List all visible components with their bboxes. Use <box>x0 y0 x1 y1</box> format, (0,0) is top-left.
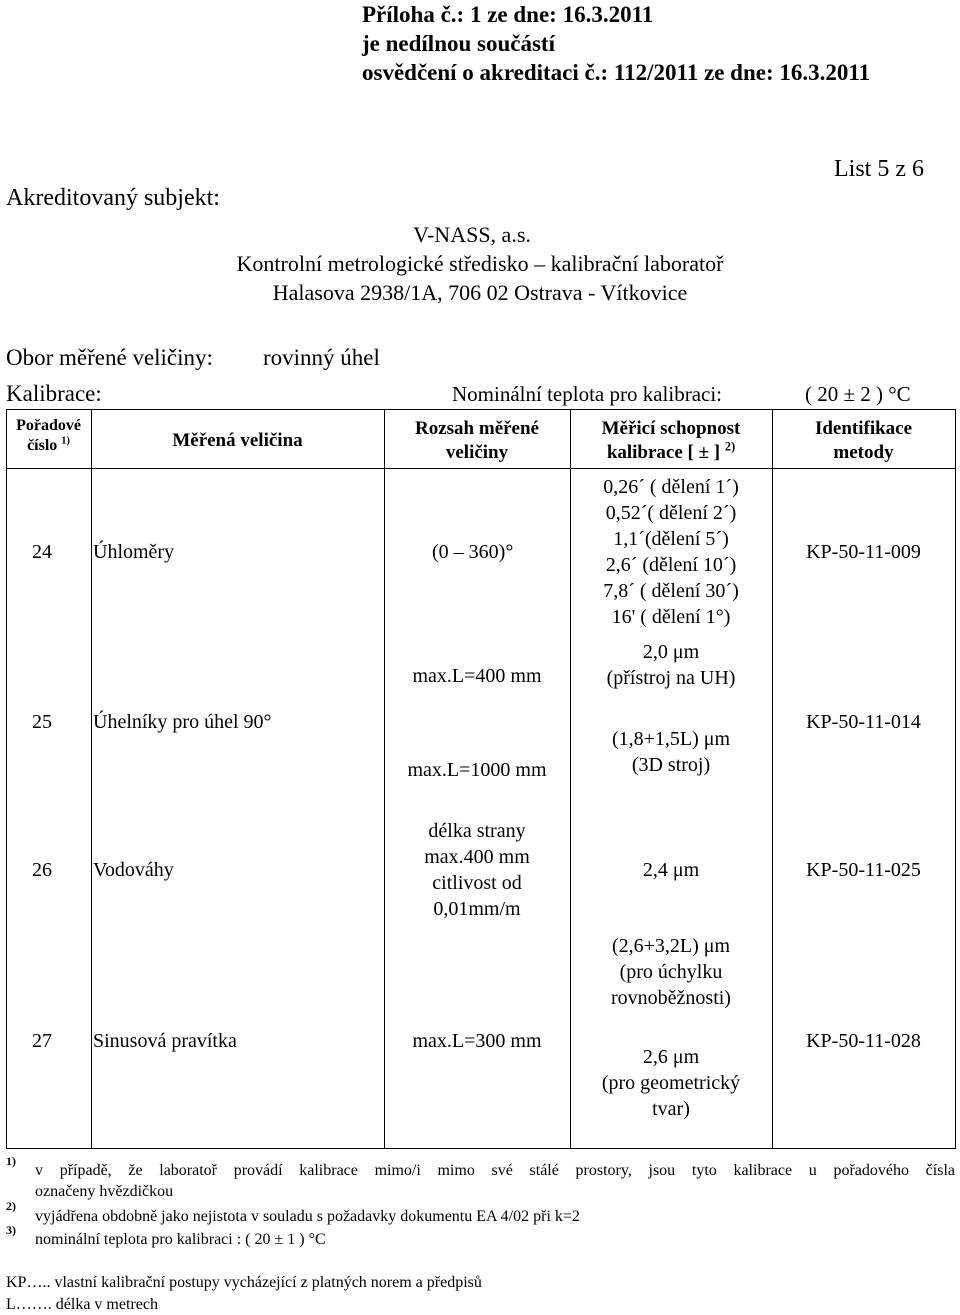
footnote-mark: 3) <box>6 1223 16 1237</box>
header-order-l1: Pořadové <box>16 417 81 434</box>
row-method: KP-50-11-025 <box>806 859 921 881</box>
capability-line: (přístroj na UH) <box>606 667 736 689</box>
row-method: KP-50-11-009 <box>806 541 921 563</box>
lab-unit: Kontrolní metrologické středisko – kalibrační laboratoř <box>236 251 724 276</box>
header-capability-l1: Měřicí schopnost <box>601 418 741 439</box>
row-range <box>384 818 570 922</box>
header-range-l1: Rozsah měřené <box>415 418 539 439</box>
capability-line: (pro geometrický <box>601 1072 741 1094</box>
row-name: Úhelníky pro úhel 90° <box>93 711 272 733</box>
header-method <box>772 417 955 465</box>
capability-line: 1,1´(dělení 5´) <box>613 528 729 550</box>
nominal-temp-value: ( 20 ± 2 ) °C <box>805 382 911 406</box>
row-capability <box>570 639 772 691</box>
header-range <box>384 417 570 465</box>
quantity-label: Obor měřené veličiny: <box>6 345 213 370</box>
capability-line: (1,8+1,5L) μm <box>611 728 731 750</box>
range-line: délka strany <box>428 820 526 842</box>
header-method-l2: metody <box>833 442 894 463</box>
row-range: max.L=300 mm <box>412 1030 542 1052</box>
capability-line: 2,0 μm <box>642 641 700 663</box>
header-capability <box>570 417 772 465</box>
quantity-value: rovinný úhel <box>263 345 380 370</box>
col-line-1 <box>91 409 92 1149</box>
range-line: max.400 mm <box>424 846 530 868</box>
capability-line: (3D stroj) <box>631 754 711 776</box>
header-measured: Měřená veličina <box>172 430 303 451</box>
calibration-label: Kalibrace: <box>6 381 102 406</box>
capability-line: 2,6 μm <box>642 1046 700 1068</box>
row-method: KP-50-11-028 <box>806 1030 921 1052</box>
subject-label: Akreditovaný subjekt: <box>6 185 220 211</box>
header-order-l2: číslo $^{1)}$ <box>27 435 70 454</box>
row-range: (0 – 360)° <box>432 541 514 563</box>
row-capability <box>570 933 772 1011</box>
footnote-text: nominální teplota pro kalibraci : ( 20 ± 1 ) °C <box>35 1231 326 1248</box>
lab-name: V-NASS, a.s. <box>413 222 531 247</box>
header-method-l1: Identifikace <box>814 418 913 439</box>
row-method: KP-50-11-014 <box>806 711 921 733</box>
row-capability-2 <box>570 726 772 778</box>
row-number: 24 <box>32 541 52 563</box>
footnote-ref-2: 2) <box>724 439 736 454</box>
footnote-mark: 2) <box>6 1199 16 1213</box>
capability-line: 0,52´( dělení 2´) <box>605 502 737 524</box>
header-range-l2: veličiny <box>445 442 509 463</box>
capability-line: (pro úchylku <box>619 961 723 983</box>
capability-line: 0,26´ ( dělení 1´) <box>603 476 739 498</box>
col-line-5 <box>955 409 956 1149</box>
row-name: Vodováhy <box>93 859 174 881</box>
footnote-text: vyjádřena obdobně jako nejistota v souladu s požadavky dokumentu EA 4/02 při k=2 <box>35 1208 580 1225</box>
capability-line: 16' ( dělení 1°) <box>611 606 731 628</box>
row-capability <box>570 474 772 630</box>
row-range-line: max.L=1000 mm <box>407 759 547 781</box>
col-line-0 <box>6 409 7 1149</box>
footnote-ref-1: 1) <box>61 435 70 447</box>
footnote-text-cont: označeny hvězdičkou <box>35 1183 174 1200</box>
row-number: 25 <box>32 711 52 733</box>
lab-address: Halasova 2938/1A, 706 02 Ostrava - Vítkovice <box>272 280 688 305</box>
annex-line-1: Příloha č.: 1 ze dne: 16.3.2011 <box>362 2 654 27</box>
abbreviation-kp: KP….. vlastní kalibrační postupy vycházející z platných norem a předpisů <box>6 1274 482 1291</box>
row-capability-2 <box>570 1044 772 1122</box>
capability-line: 2,6´ (dělení 10´) <box>605 554 737 576</box>
abbreviation-l: L……. délka v metrech <box>6 1296 158 1313</box>
row-name: Úhloměry <box>93 541 175 563</box>
nominal-temp-label: Nominální teplota pro kalibraci: <box>452 382 723 406</box>
row-number: 27 <box>32 1030 52 1052</box>
range-line: citlivost od <box>432 872 522 894</box>
header-order <box>6 416 91 456</box>
capability-line: tvar) <box>652 1098 690 1120</box>
header-capability-l2: kalibrace [ ± ] $^{2)}$ <box>606 439 736 463</box>
row-number: 26 <box>32 859 52 881</box>
capability-line: (2,6+3,2L) μm <box>611 935 731 957</box>
footnote-text: v případě, že laboratoř provádí kalibrace mimo/i mimo své stálé prostory, jsou tyto kalibrace u pořadového čísla <box>35 1162 955 1179</box>
header-separator <box>6 468 956 469</box>
annex-line-2: je nedílnou součástí <box>362 31 555 56</box>
row-capability: 2,4 μm <box>642 859 700 881</box>
table-bottom-border <box>6 1148 956 1149</box>
range-line: 0,01mm/m <box>433 898 521 920</box>
annex-line-3: osvědčení o akreditaci č.: 112/2011 ze dne: 16.3.2011 <box>362 60 871 85</box>
capability-line: 7,8´ ( dělení 30´) <box>603 580 739 602</box>
row-range-line: max.L=400 mm <box>412 665 542 687</box>
row-name: Sinusová pravítka <box>93 1030 237 1052</box>
table-top-border <box>6 409 956 410</box>
capability-line: rovnoběžnosti) <box>611 987 731 1009</box>
footnote-mark: 1) <box>6 1154 16 1168</box>
page-label: List 5 z 6 <box>834 156 924 182</box>
